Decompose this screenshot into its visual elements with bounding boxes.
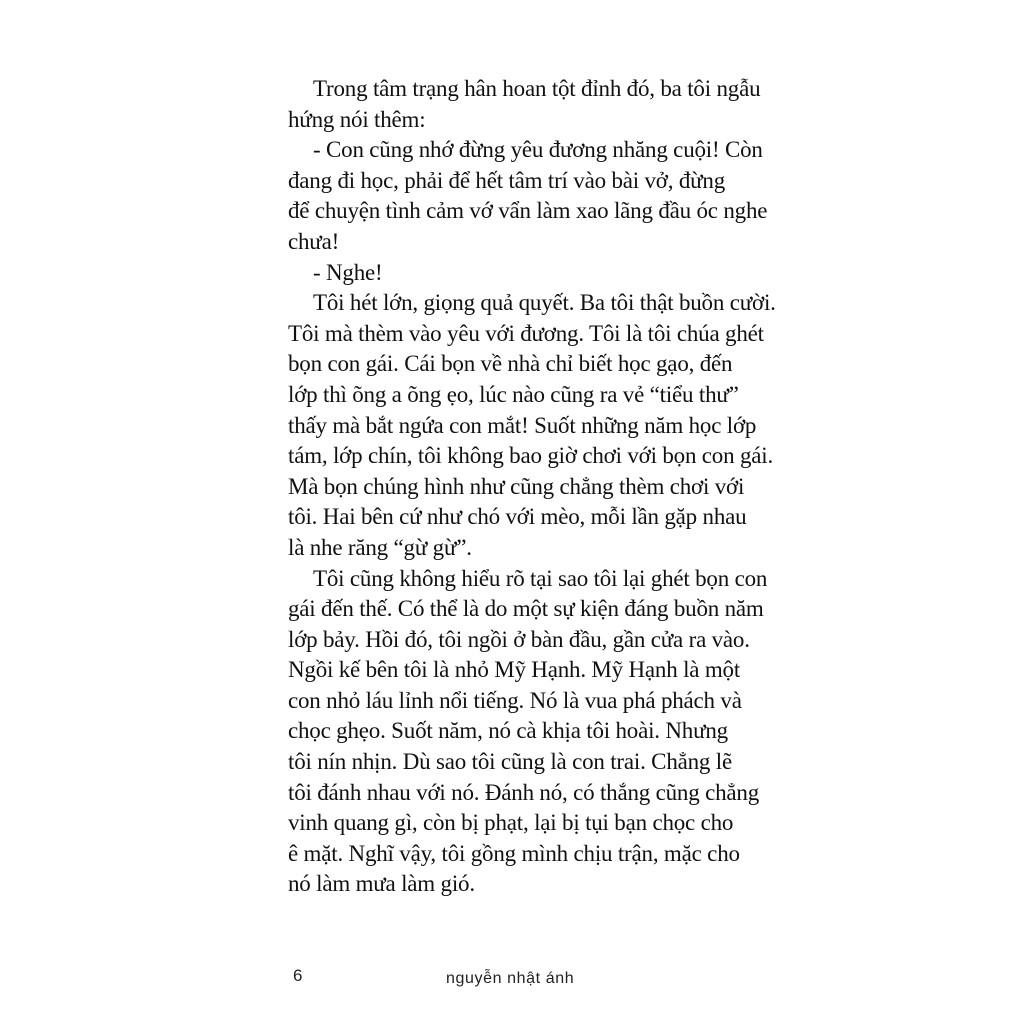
text-line: hứng nói thêm: bbox=[288, 106, 426, 132]
text-line: tôi đánh nhau với nó. Đánh nó, có thắng cũng chẳng bbox=[288, 779, 760, 805]
body-text bbox=[288, 74, 776, 900]
text-line: là nhe răng “gừ gừ”. bbox=[288, 534, 472, 560]
text-line: - Con cũng nhớ đừng yêu đương nhăng cuội! Còn bbox=[313, 137, 763, 163]
text-line: Tôi hét lớn, giọng quả quyết. Ba tôi thật buồn cười. bbox=[313, 290, 776, 316]
text-line: để chuyện tình cảm vớ vẩn làm xao lãng đầu óc nghe bbox=[288, 198, 768, 224]
text-line: thấy mà bắt ngứa con mắt! Suốt những năm học lớp bbox=[288, 412, 757, 438]
text-line: Tôi mà thèm vào yêu với đương. Tôi là tôi chúa ghét bbox=[288, 320, 764, 346]
text-line: Tôi cũng không hiểu rõ tại sao tôi lại ghét bọn con bbox=[313, 565, 768, 591]
text-line: gái đến thế. Có thể là do một sự kiện đáng buồn năm bbox=[288, 596, 764, 622]
text-line: tôi nín nhịn. Dù sao tôi cũng là con trai. Chẳng lẽ bbox=[288, 749, 732, 775]
text-line: - Nghe! bbox=[313, 259, 383, 285]
running-footer-author: nguyễn nhật ánh bbox=[446, 970, 575, 987]
text-line: lớp bảy. Hồi đó, tôi ngồi ở bàn đầu, gần cửa ra vào. bbox=[288, 626, 750, 652]
text-line: lớp thì õng a õng ẹo, lúc nào cũng ra vẻ “tiểu thư” bbox=[288, 381, 739, 407]
text-line: bọn con gái. Cái bọn về nhà chỉ biết học gạo, đến bbox=[288, 351, 733, 377]
text-line: chưa! bbox=[288, 228, 340, 254]
text-line: tôi. Hai bên cứ như chó với mèo, mỗi lần gặp nhau bbox=[288, 504, 747, 530]
text-line: Ngồi kế bên tôi là nhỏ Mỹ Hạnh. Mỹ Hạnh là một bbox=[288, 657, 741, 683]
text-line: Trong tâm trạng hân hoan tột đỉnh đó, ba tôi ngẫu bbox=[313, 76, 761, 101]
text-line: đang đi học, phải để hết tâm trí vào bài vở, đừng bbox=[288, 167, 726, 193]
text-line: chọc ghẹo. Suốt năm, nó cà khịa tôi hoài. Nhưng bbox=[288, 718, 728, 744]
text-line: nó làm mưa làm gió. bbox=[288, 871, 475, 897]
text-line: con nhỏ láu lỉnh nổi tiếng. Nó là vua phá phách và bbox=[288, 687, 742, 713]
page-number: 6 bbox=[293, 966, 303, 985]
text-line: Mà bọn chúng hình như cũng chẳng thèm chơi với bbox=[288, 473, 745, 499]
text-line: ê mặt. Nghĩ vậy, tôi gồng mình chịu trận, mặc cho bbox=[288, 840, 740, 866]
text-line: tám, lớp chín, tôi không bao giờ chơi với bọn con gái. bbox=[288, 443, 774, 469]
text-line: vinh quang gì, còn bị phạt, lại bị tụi bạn chọc cho bbox=[288, 810, 734, 836]
